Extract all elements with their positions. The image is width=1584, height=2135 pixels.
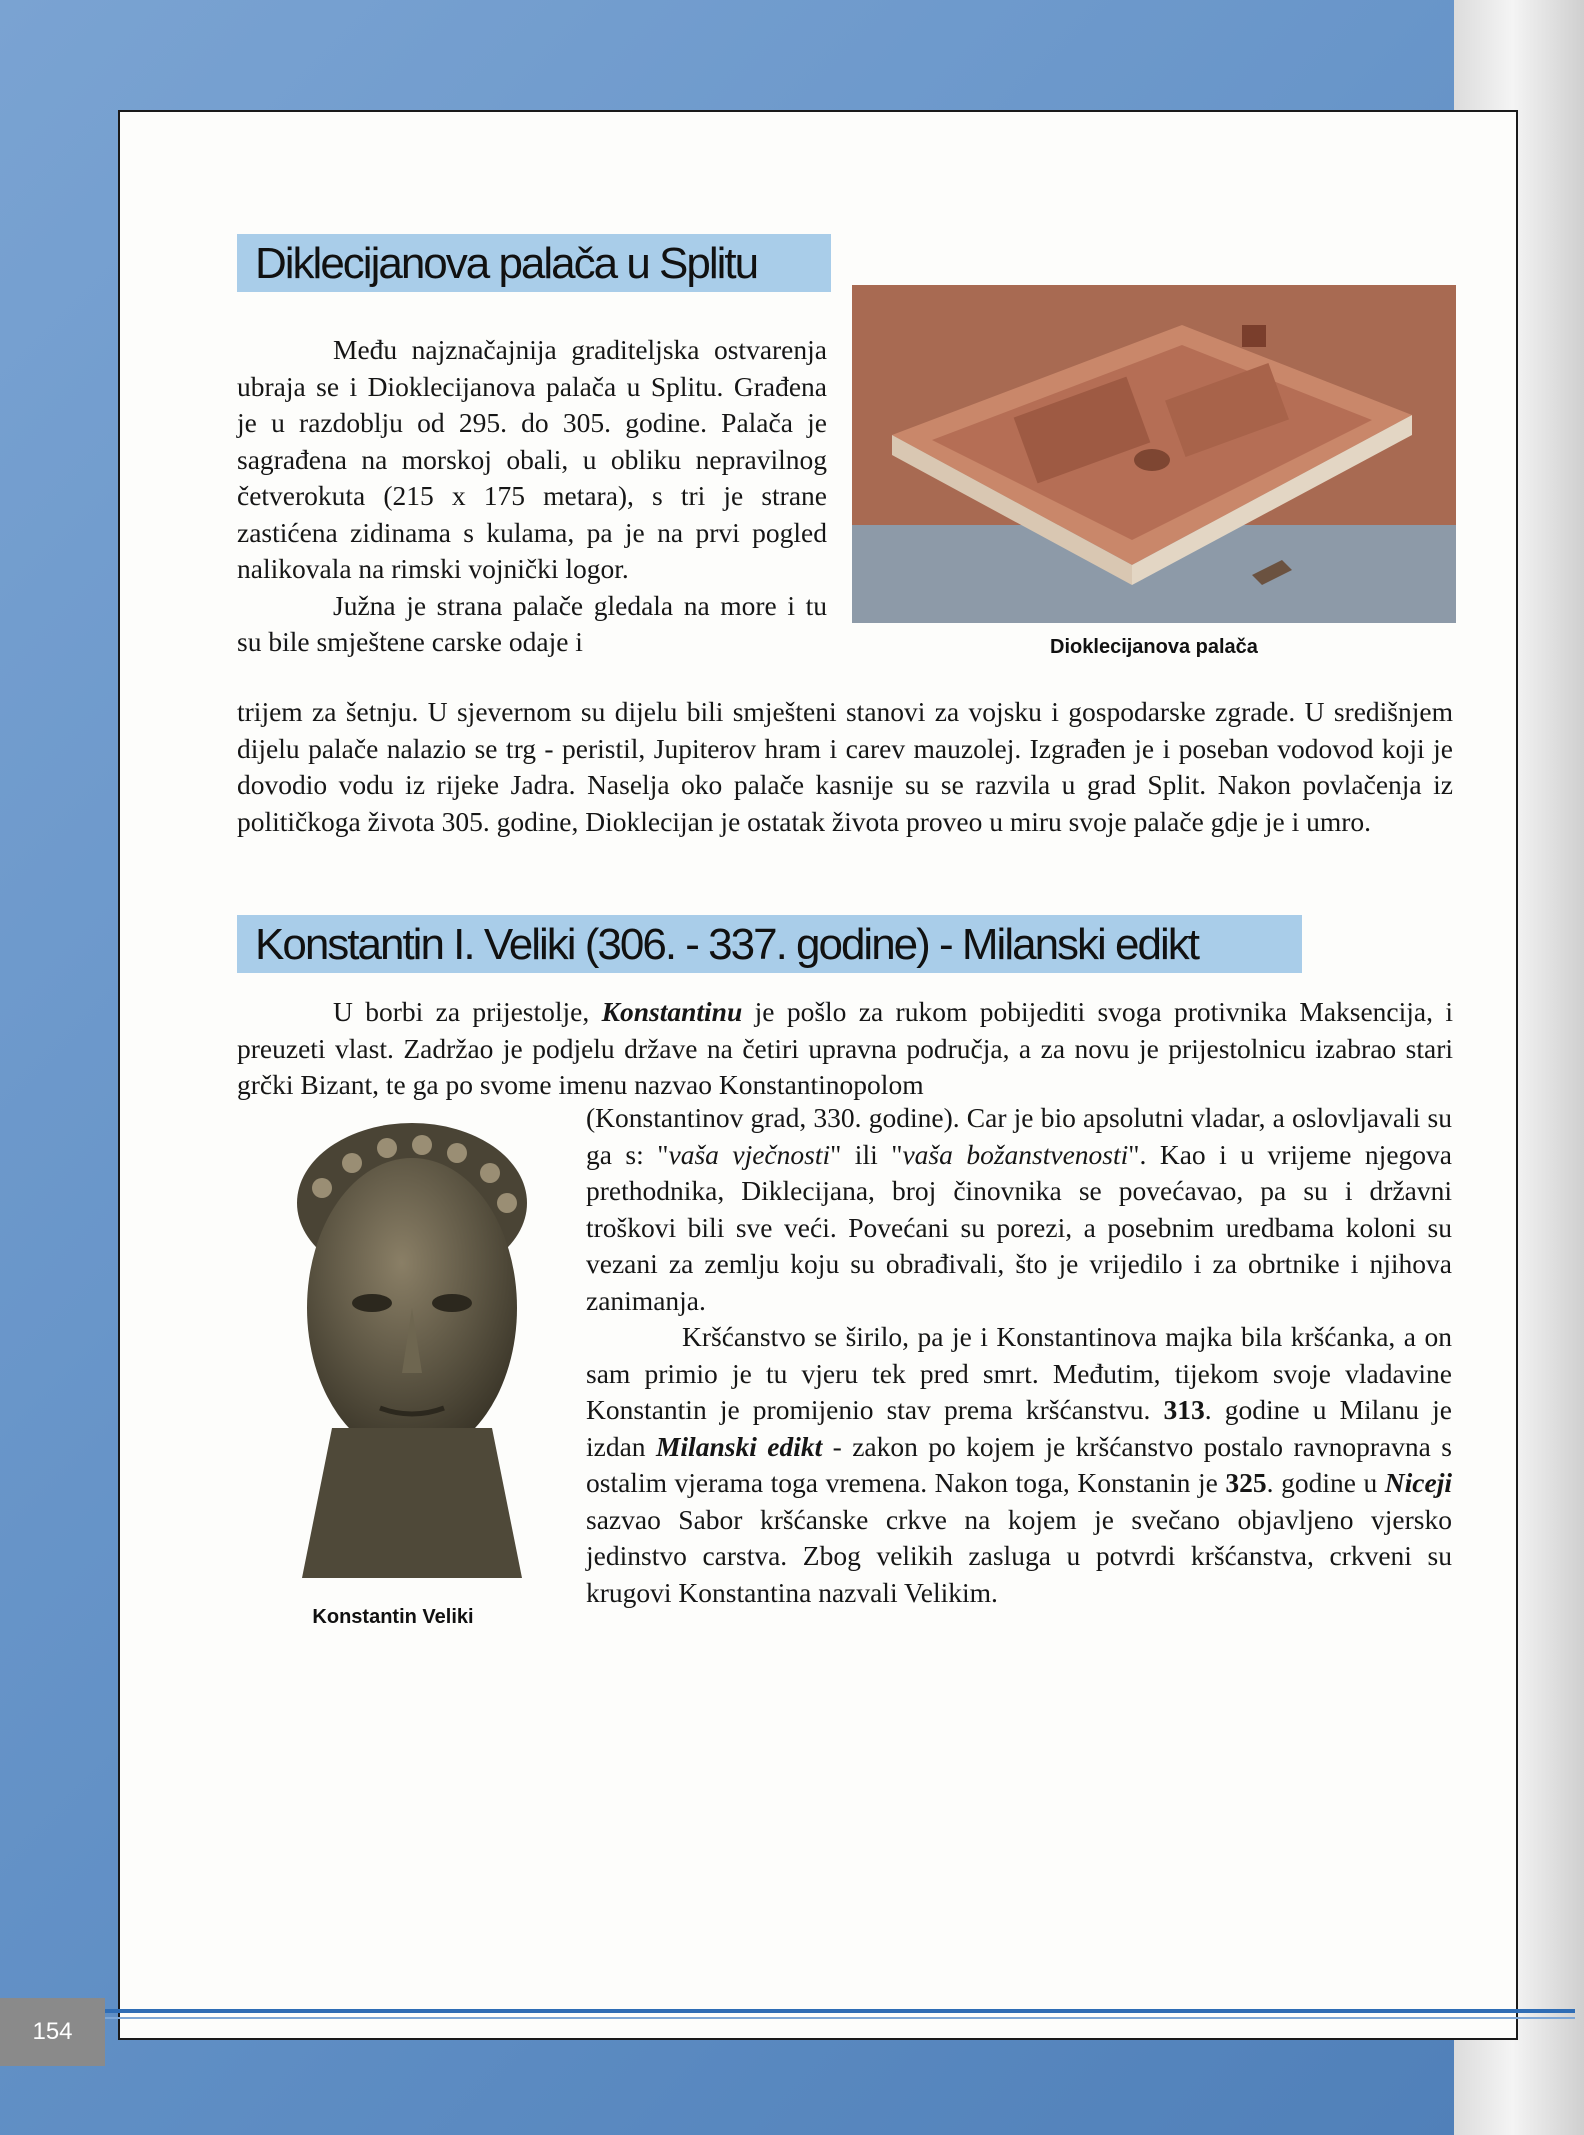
emphasis-edict-of-milan: Milanski edikt bbox=[655, 1430, 823, 1462]
section-heading-constantine: Konstantin I. Veliki (306. - 337. godine) - Milanski edikt bbox=[237, 915, 1302, 973]
text-run: " ili " bbox=[830, 1138, 903, 1170]
text-run: sazvao Sabor kršćanske crkve na kojem je svečano objavljeno vjersko jedinstvo carstva. Zbog velikih zasluga u potvrdi kršćanstva, crkveni su krugovi Konstantina nazvali Velikim. bbox=[586, 1503, 1452, 1608]
diocletian-paragraph-2-rest: trijem za šetnju. U sjevernom su dijelu bili smješteni stanovi za vojsku i gospodarske zgrade. U središnjem dijelu palače nalazio se trg - peristil, Jupiterov hram i carev mauzolej. Izgrađen je i poseban vodovod koji je dovodio vodu iz rijeke Jadra. Naselja oko palače kasnije su se razvila u grad Split. Nakon povlačenja iz političkoga života 305. godine, Dioklecijan je ostatak života proveo u miru svoje palače gdje je i umro. bbox=[237, 696, 1453, 837]
text-run: U borbi za prijestolje, bbox=[333, 996, 602, 1027]
emphasis-quote-1: vaša vječnosti bbox=[668, 1138, 831, 1170]
diocletian-text-column bbox=[237, 332, 827, 661]
diocletian-paragraph-2-start: Južna je strana palače gledala na more i tu su bile smještene carske odaje i bbox=[237, 589, 827, 657]
text-run: je pošlo za rukom pobijediti svoga protivnika Maksencija, i preuzeti vlast. Zadržao je podjelu države na četiri upravna područja, a za novu je prijestolnicu izabrao stari grčki Bizant, te ga po svome imenu nazvao Konstantinopolom bbox=[237, 996, 1453, 1100]
palace-image-caption: Dioklecijanova palača bbox=[1050, 636, 1258, 658]
emphasis-nicaea: Niceji bbox=[1384, 1467, 1452, 1498]
constantine-image-caption: Konstantin Veliki bbox=[312, 1606, 474, 1628]
emphasis-year-325: 325 bbox=[1225, 1467, 1267, 1498]
footer-rule-secondary bbox=[105, 2017, 1575, 2019]
text-run: Kršćanstvo se širilo, pa je i Konstantinova majka bila kršćanka, a on sam primio je tu vjeru tek pred smrt. Međutim, tijekom svoje vladavine Konstantin je promijenio stav prema kršćanstvu. bbox=[586, 1321, 1452, 1425]
diocletian-paragraph-1: Među najznačajnija graditeljska ostvarenja ubraja se i Dioklecijanova palača u Splitu. Građena je u razdoblju od 295. do 305. godine. Palača je sagrađena na morskoj obali, u obliku nepravilnog četverokuta (215 x 175 metara), s tri je strane zastićena zidinama s kulama, pa je na prvi pogled nalikovala na rimski vojnički logor. bbox=[237, 334, 827, 584]
constantine-intro-text bbox=[237, 994, 1453, 1104]
diocletian-palace-photo bbox=[852, 285, 1456, 623]
diocletian-text-continued bbox=[237, 694, 1453, 840]
constantine-bust-photo bbox=[262, 1108, 562, 1588]
text-run: - zakon po kojem je kršćanstvo postalo ravnopravna s ostalim vjerama toga vremena. Nakon toga, Konstanin je bbox=[586, 1430, 1452, 1498]
footer-rule bbox=[105, 2009, 1575, 2013]
text-run: . godine u bbox=[1266, 1467, 1385, 1498]
section-heading-diocletian-palace: Diklecijanova palača u Splitu bbox=[237, 234, 831, 292]
text-run: ". Kao i u vrijeme njegova prethodnika, Diklecijana, broj činovnika se povećavao, pa su i državni troškovi bili sve veći. Povećani su porezi, a posebnim uredbama koloni su vezani za zemlju koju su obrađivali, što je vrijedilo i za obrtnike i njihova zanimanja. bbox=[586, 1138, 1452, 1316]
emphasis-constantine: Konstantinu bbox=[601, 996, 743, 1027]
emphasis-quote-2: vaša božanstvenosti bbox=[902, 1138, 1129, 1170]
constantine-paragraph-1b bbox=[586, 1100, 1452, 1319]
bust-illustration bbox=[262, 1108, 562, 1588]
constantine-paragraph-2 bbox=[586, 1319, 1452, 1611]
emphasis-year-313: 313 bbox=[1163, 1394, 1205, 1425]
text-run: . godine u Milanu je izdan bbox=[586, 1394, 1452, 1462]
palace-illustration bbox=[852, 285, 1456, 623]
text-run: (Konstantinov grad, 330. godine). Car je bio apsolutni vladar, a oslovljavali su ga s: " bbox=[586, 1102, 1452, 1170]
page-number: 154 bbox=[0, 1998, 105, 2066]
constantine-text-column bbox=[586, 1100, 1452, 1611]
constantine-paragraph-1a bbox=[237, 994, 1453, 1104]
